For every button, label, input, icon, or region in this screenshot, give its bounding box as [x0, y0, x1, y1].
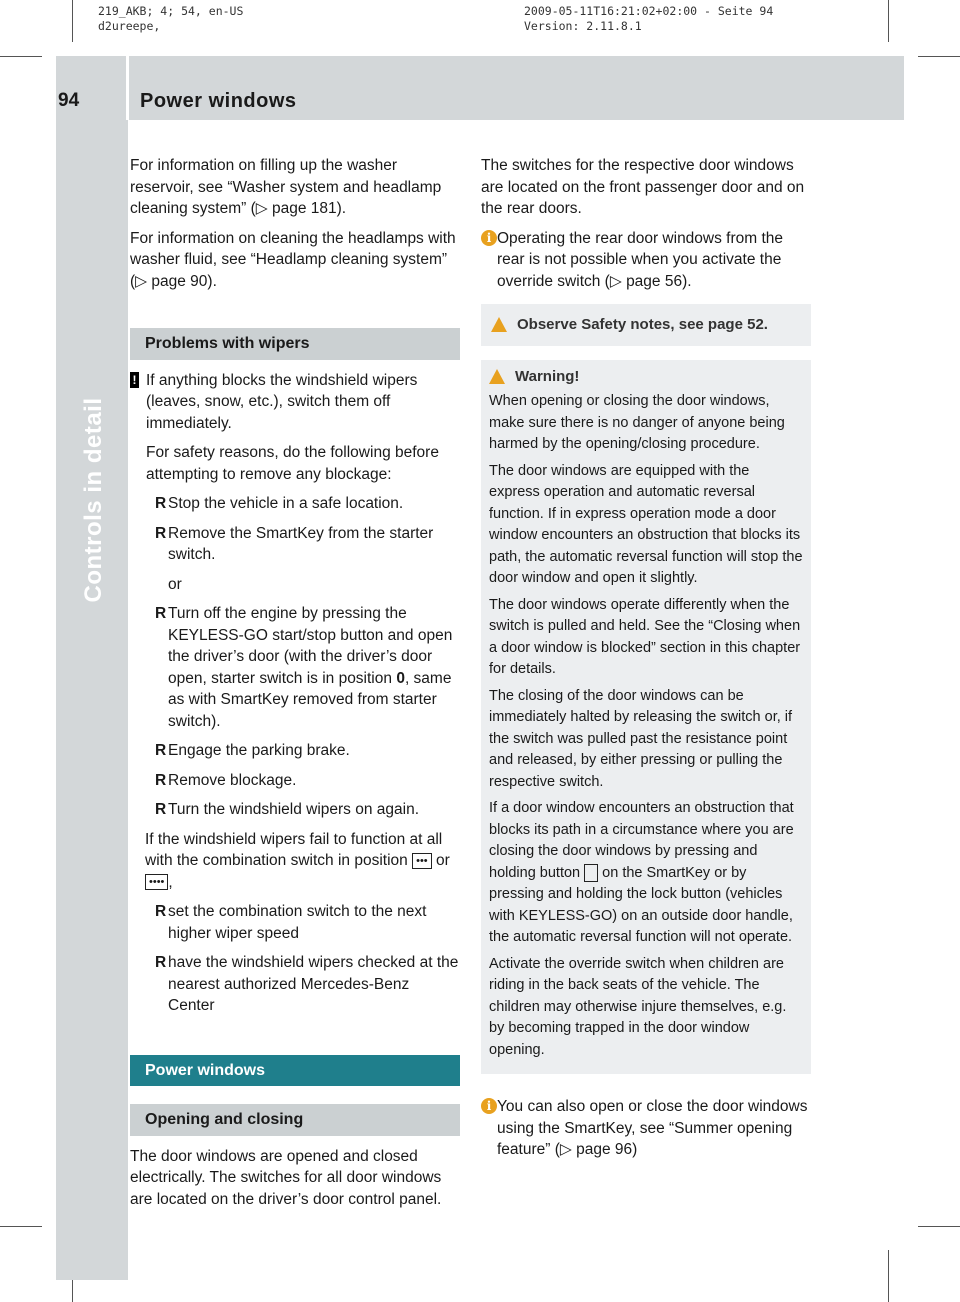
- warning-text: Activate the override switch when children are riding in the back seats of the vehicle. The children may otherwise injure themselves, e.g. by becoming trapped in the door window opening.: [489, 955, 787, 1058]
- fail-paragraph: [130, 829, 460, 894]
- observe-title: [491, 314, 801, 336]
- meta-text: d2ureepe,: [98, 19, 161, 33]
- list-text: Remove blockage.: [168, 771, 297, 789]
- power-windows-heading: Power windows: [130, 1055, 460, 1087]
- observe-text: Observe Safety notes, see page 52.: [517, 316, 768, 333]
- crop-mark: [918, 1226, 960, 1227]
- or-word: or: [435, 852, 450, 869]
- info-icon: i: [481, 230, 497, 246]
- info-note: [481, 228, 811, 293]
- list-item: R have the windshield wipers checked at the nearest authorized Mercedes-Benz Center: [155, 954, 459, 1014]
- section-sidebar: [56, 120, 128, 1280]
- list-text: , same as with SmartKey removed from starter switch).: [168, 669, 452, 730]
- list-text: Turn off the engine by pressing the KEYLESS-GO start/stop button and open the driver’s door (with the driver’s door open, starter switch is in position: [168, 605, 453, 687]
- warning-text: When opening or closing the door windows, make sure there is no danger of anyone being harmed by the opening/closing procedure.: [489, 393, 785, 452]
- list-text: set the combination switch to the next higher wiper speed: [168, 903, 427, 942]
- warning-title-text: Warning!: [515, 367, 580, 385]
- wiper-position-symbol: ••••: [145, 874, 168, 890]
- paragraph: For information on cleaning the headlamps with washer fluid, see “Headlamp cleaning system” (▷ page 90).: [130, 229, 456, 290]
- comma: ,: [168, 873, 173, 891]
- position-zero: 0: [396, 669, 405, 687]
- warning-text: The door windows are equipped with the express operation and automatic reversal function. If in express operation mode a door window encounters an obstruction that blocks its path, the automatic reversal function will stop the door window and open it slightly.: [489, 462, 803, 586]
- note-text: If anything blocks the windshield wipers (leaves, snow, etc.), switch them off immediately.: [146, 371, 418, 432]
- page-number: 94: [58, 90, 80, 111]
- crop-mark: [888, 0, 889, 42]
- list-item: R set the combination switch to the next higher wiper speed: [155, 903, 427, 942]
- warning-text: The closing of the door windows can be immediately halted by releasing the switch or, if the switch was pulled past the resistance point and released, by either pressing or pulling the respective switch.: [489, 687, 793, 790]
- observe-box: [481, 304, 811, 346]
- left-column: [130, 155, 460, 1218]
- print-meta-left: [98, 4, 243, 34]
- warning-text-part: on the SmartKey or by pressing and holding the lock button (vehicles with KEYLESS-GO) on an outside door handle, the automatic reversal function will not operate.: [489, 864, 793, 945]
- list-text: Stop the vehicle in a safe location.: [168, 495, 404, 512]
- crop-mark: [918, 56, 960, 57]
- paragraph: The switches for the respective door windows are located on the front passenger door and on the rear doors.: [481, 157, 805, 217]
- caution-icon: !: [130, 372, 139, 388]
- note-text: For safety reasons, do the following before attempting to remove any blockage:: [146, 444, 439, 483]
- crop-mark: [0, 1226, 42, 1227]
- warning-box: [481, 360, 811, 1075]
- warning-title: [489, 366, 803, 388]
- fail-text: If the windshield wipers fail to function at all with the combination switch in position: [145, 830, 443, 869]
- list-item: R Turn off the engine by pressing the KEYLESS-GO start/stop button and open the driver’s door (with the driver’s door open, starter switch is in position 0, same as with SmartKey removed from starter switch).: [155, 605, 453, 730]
- wipers-note: [130, 370, 460, 486]
- warning-text-part: If a door window encounters an obstruction that blocks its path in a circumstance where you are closing the door windows by pressing and holding button: [489, 800, 794, 881]
- section-label: Controls in detail: [80, 397, 107, 603]
- info-icon: i: [481, 1098, 497, 1114]
- wipers-heading: Problems with wipers: [130, 328, 460, 360]
- print-meta-right: [524, 4, 773, 34]
- or-text: or: [168, 575, 182, 593]
- list-item: R Remove blockage.: [155, 771, 297, 789]
- warning-text: [489, 798, 803, 949]
- opening-closing-heading: Opening and closing: [130, 1104, 460, 1136]
- list-item: R Turn the windshield wipers on again.: [155, 801, 420, 818]
- page-title: Power windows: [140, 90, 297, 112]
- header-divider: [126, 56, 129, 120]
- paragraph: The door windows are opened and closed electrically. The switches for all door windows are located on the driver’s door control panel.: [130, 1147, 442, 1208]
- list-item: R Stop the vehicle in a safe location.: [155, 495, 404, 512]
- info-text: You can also open or close the door windows using the SmartKey, see “Summer opening feature” (▷ page 96): [497, 1098, 808, 1158]
- crop-mark: [888, 1250, 889, 1302]
- info-note: [481, 1096, 811, 1161]
- meta-text: 219_AKB; 4; 54, en-US: [98, 4, 244, 18]
- warning-triangle-icon: [489, 369, 505, 384]
- crop-mark: [72, 0, 73, 42]
- info-text: Operating the rear door windows from the rear is not possible when you activate the override switch (▷ page 56).: [497, 229, 784, 290]
- list-item: R Engage the parking brake.: [155, 742, 350, 759]
- warning-text: The door windows operate differently when the switch is pulled and held. See the “Closing when a door window is blocked” section in this chapter for details.: [489, 596, 801, 677]
- meta-text: 2009-05-11T16:21:02+02:00 - Seite 94: [524, 4, 774, 18]
- crop-mark: [0, 56, 42, 57]
- list-text: Remove the SmartKey from the starter switch.: [168, 524, 434, 563]
- list-text: Engage the parking brake.: [168, 742, 350, 759]
- meta-text: Version: 2.11.8.1: [524, 19, 642, 33]
- wiper-position-symbol: •••: [412, 853, 432, 869]
- list-text: have the windshield wipers checked at the nearest authorized Mercedes-Benz Center: [168, 954, 459, 1014]
- list-text: Turn the windshield wipers on again.: [168, 801, 420, 818]
- paragraph: For information on filling up the washer reservoir, see “Washer system and headlamp cleaning system” (▷ page 181).: [130, 157, 442, 217]
- warning-triangle-icon: [491, 317, 507, 332]
- lock-icon: [584, 864, 598, 882]
- list-item: R Remove the SmartKey from the starter switch.: [155, 524, 434, 563]
- right-column: [481, 155, 811, 1161]
